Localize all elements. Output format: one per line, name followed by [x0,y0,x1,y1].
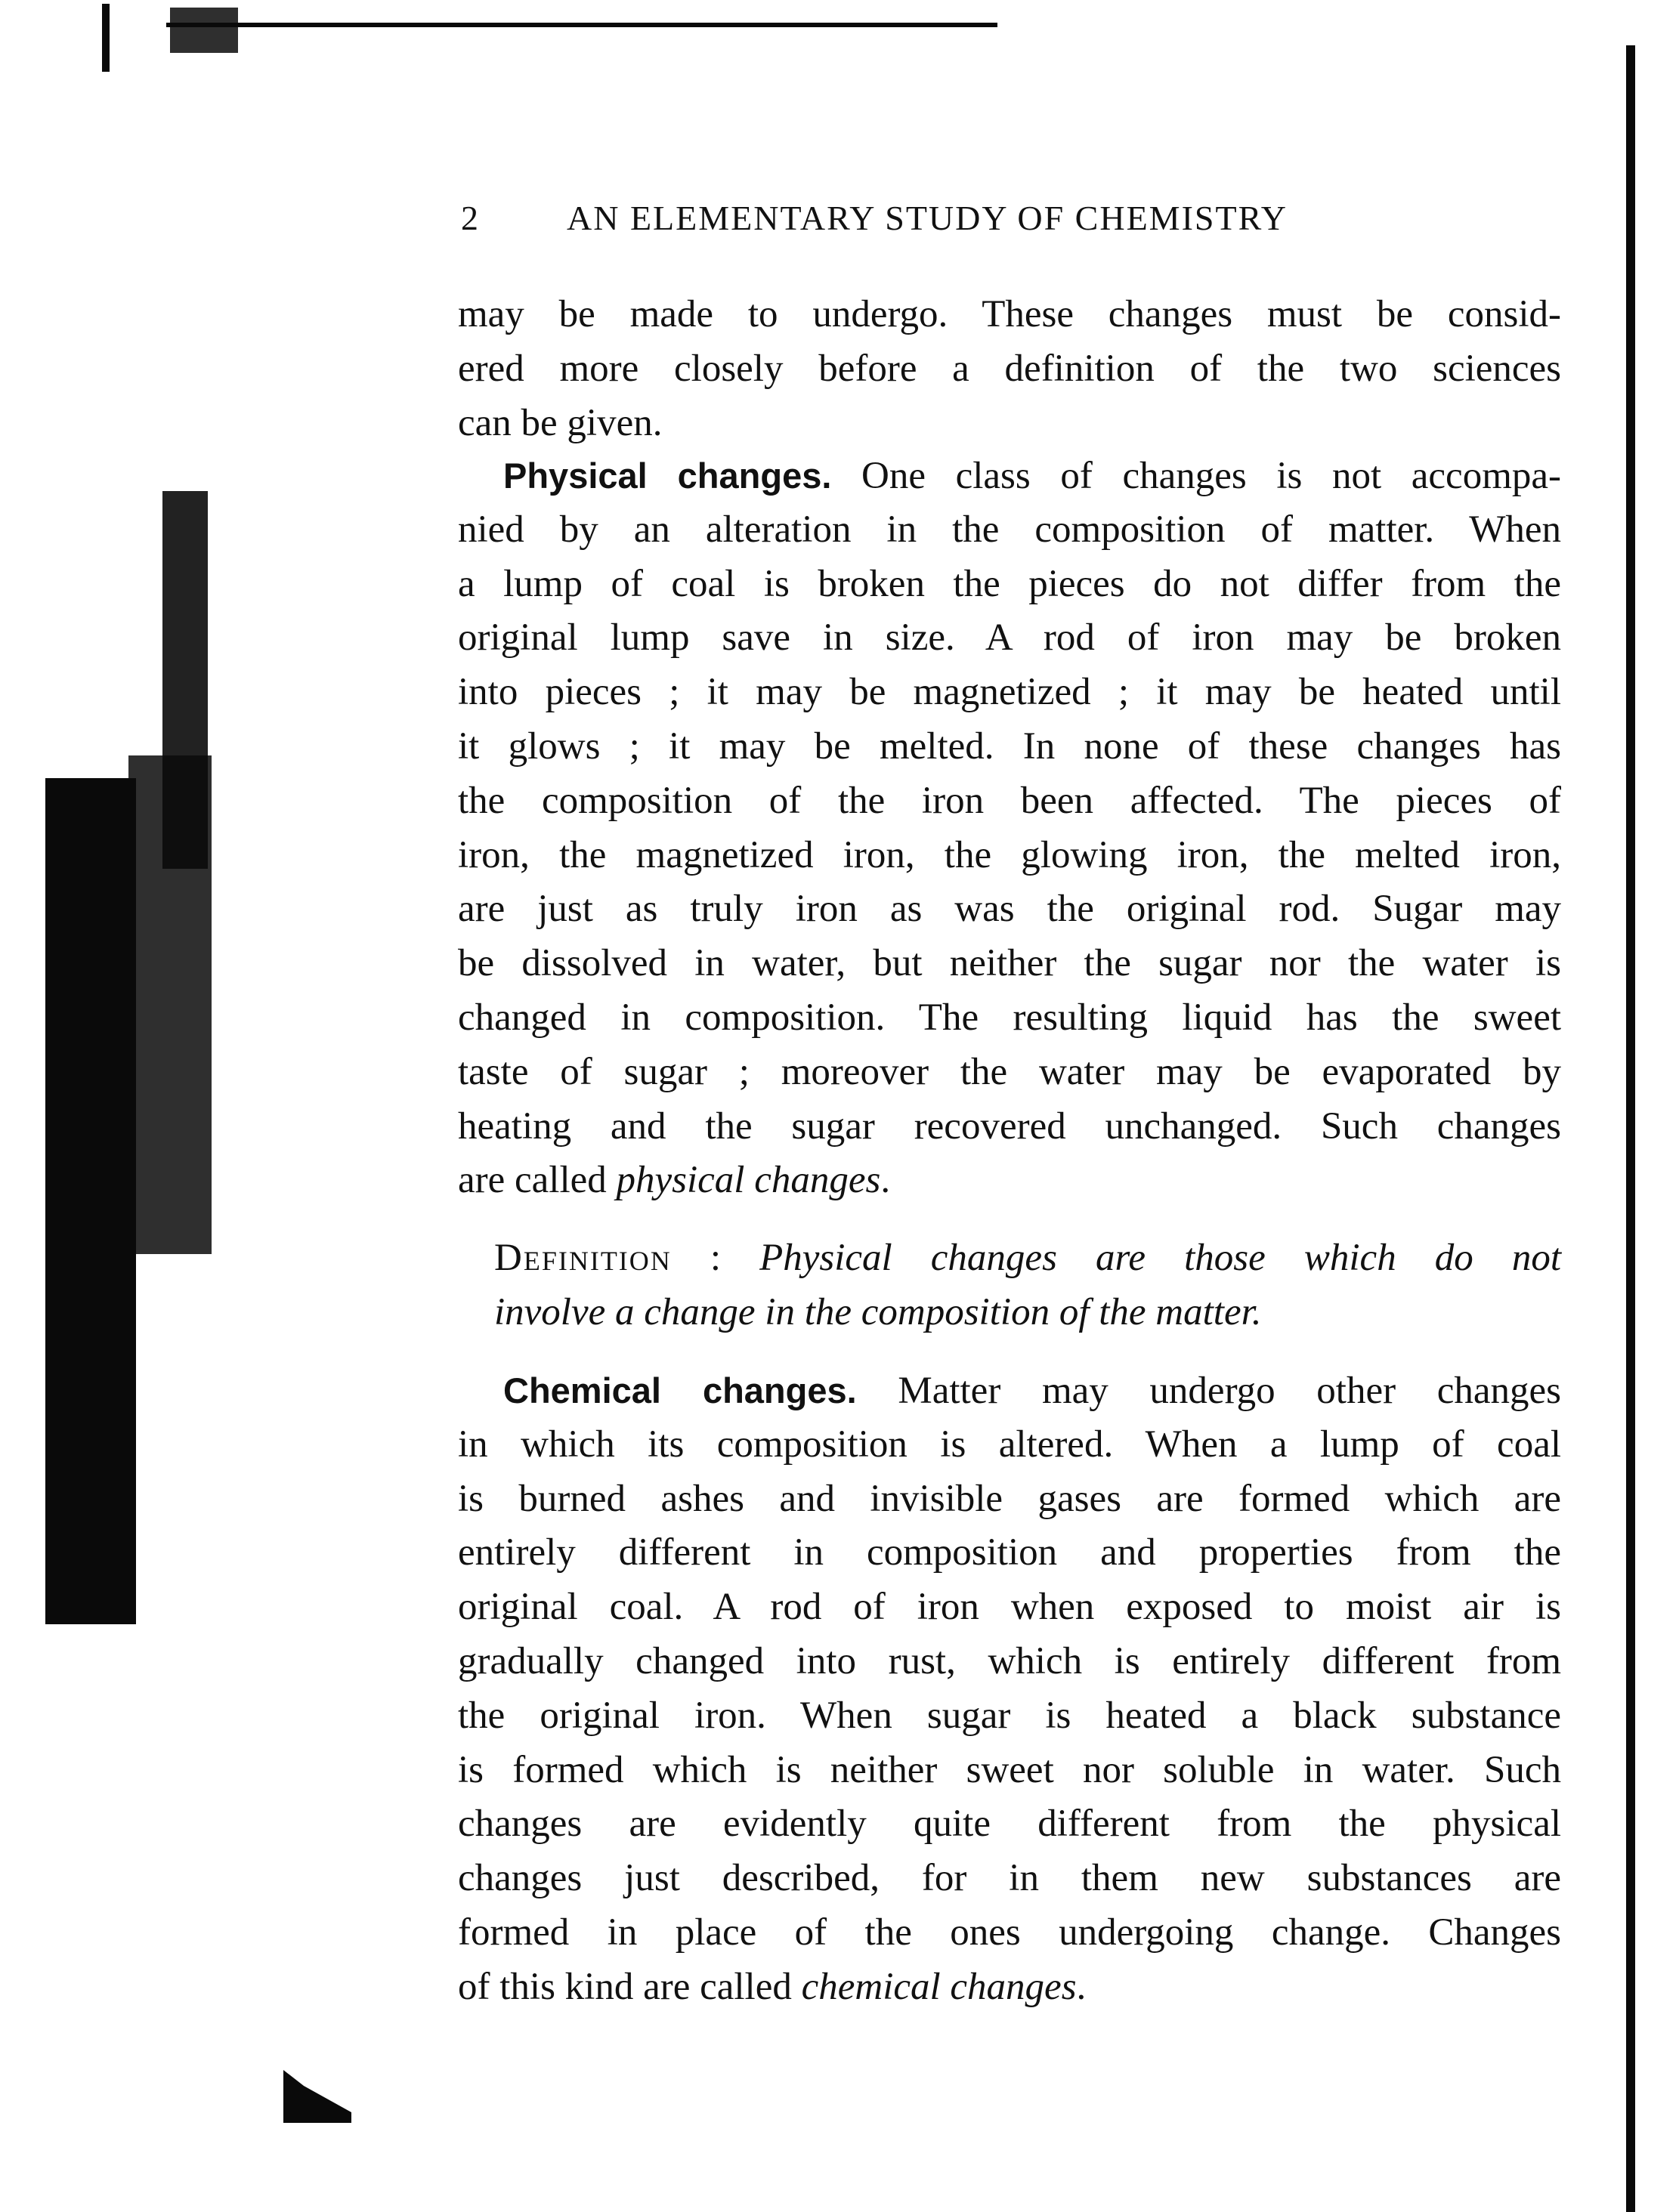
text-line [458,774,1561,829]
text-line [458,288,1561,342]
text-run: One class of changes is not accompa- [831,455,1561,497]
text-run: formed in place of the ones undergoing change. Changes [458,1911,1561,1954]
scan-top-corner-mark [170,8,238,53]
text-line [458,342,1561,397]
running-header [461,198,1443,238]
text-run: entirely different in composition and properties from the [458,1531,1561,1574]
text-line [458,1046,1561,1100]
text-line [458,1418,1561,1472]
italic-text: involve a change in the composition of the matter. [494,1290,1262,1333]
text-line [458,1960,1561,2015]
text-line [458,1526,1561,1580]
paragraph-continuation [458,288,1561,450]
italic-text: chemical changes [801,1965,1077,2008]
text-run: ered more closely before a definition of the two sciences [458,347,1561,390]
text-line [458,1906,1561,1960]
text-line [458,1797,1561,1852]
scan-bottom-left-mark [283,2070,351,2123]
text-line [458,666,1561,720]
text-run: iron, the magnetized iron, the glowing iron, the melted iron, [458,833,1561,876]
definition-label: Definition [494,1237,672,1279]
text-run: of this kind are called [458,1965,802,2008]
paragraph-physical-changes [458,449,1561,1208]
page-number: 2 [461,199,480,237]
text-line [458,1689,1561,1744]
text-run: may be made to undergo. These changes must be consid- [458,293,1561,335]
run-in-heading: Chemical changes. [503,1370,857,1410]
italic-text: physical changes [616,1159,881,1202]
text-run: changes are evidently quite different from the physical [458,1803,1561,1846]
scan-top-rule [166,23,997,27]
scan-right-edge [1626,45,1635,2212]
text-line [494,1286,1561,1340]
text-run: nied by an alteration in the composition of matter. When [458,508,1561,551]
text-run: taste of sugar ; moreover the water may be evaporated by [458,1050,1561,1093]
definition-physical-changes [458,1231,1561,1340]
text-line [458,503,1561,558]
scan-left-bar-mid [128,755,212,1254]
text-run: the composition of the iron been affected. The pieces of [458,779,1561,822]
text-line [458,558,1561,612]
italic-text: Physical changes are those which do not [759,1237,1561,1279]
text-run: are just as truly iron as was the original rod. Sugar may [458,888,1561,931]
text-line [458,882,1561,937]
text-line [458,720,1561,774]
text-line [458,1635,1561,1689]
text-run: a lump of coal is broken the pieces do not differ from the [458,562,1561,605]
text-run: changes just described, for in them new substances are [458,1857,1561,1900]
text-line [494,1231,1561,1286]
text-run: Matter may undergo other changes [856,1370,1562,1412]
text-line [458,937,1561,991]
text-run: into pieces ; it may be magnetized ; it may be heated until [458,671,1561,714]
text-line [458,1472,1561,1527]
text-run: are called [458,1159,617,1202]
text-run: changed in composition. The resulting liquid has the sweet [458,996,1561,1039]
text-run: it glows ; it may be melted. In none of these changes has [458,724,1561,768]
text-line [458,1744,1561,1798]
text-run: . [880,1159,891,1202]
running-title: AN ELEMENTARY STUDY OF CHEMISTRY [567,199,1288,237]
text-run: can be given. [458,401,663,444]
text-line [458,1580,1561,1635]
text-run: original lump save in size. A rod of iron may be broken [458,616,1561,660]
text-line [458,449,1561,503]
text-line [458,397,1561,451]
text-line [458,829,1561,883]
text-line [458,611,1561,666]
scan-top-left-mark [102,4,110,72]
text-line [458,1364,1561,1418]
text-run: be dissolved in water, but neither the sugar nor the water is [458,942,1561,985]
text-run: . [1076,1965,1087,2008]
scan-left-bar [45,778,136,1624]
text-line [458,1852,1561,1906]
text-line [458,1100,1561,1154]
paragraph-chemical-changes [458,1364,1561,2015]
text-run: is formed which is neither sweet nor soluble in water. Such [458,1748,1561,1791]
text-run: is burned ashes and invisible gases are formed which are [458,1477,1561,1520]
text-line [458,1154,1561,1208]
text-run: gradually changed into rust, which is entirely different from [458,1639,1561,1682]
text-run: heating and the sugar recovered unchanged. Such changes [458,1104,1561,1148]
text-run: : [671,1237,760,1279]
text-line [458,991,1561,1046]
text-run: original coal. A rod of iron when exposed to moist air is [458,1586,1561,1629]
text-run: in which its composition is altered. When a lump of coal [458,1423,1561,1466]
run-in-heading: Physical changes. [503,456,832,496]
text-run: the original iron. When sugar is heated a black substance [458,1694,1561,1737]
